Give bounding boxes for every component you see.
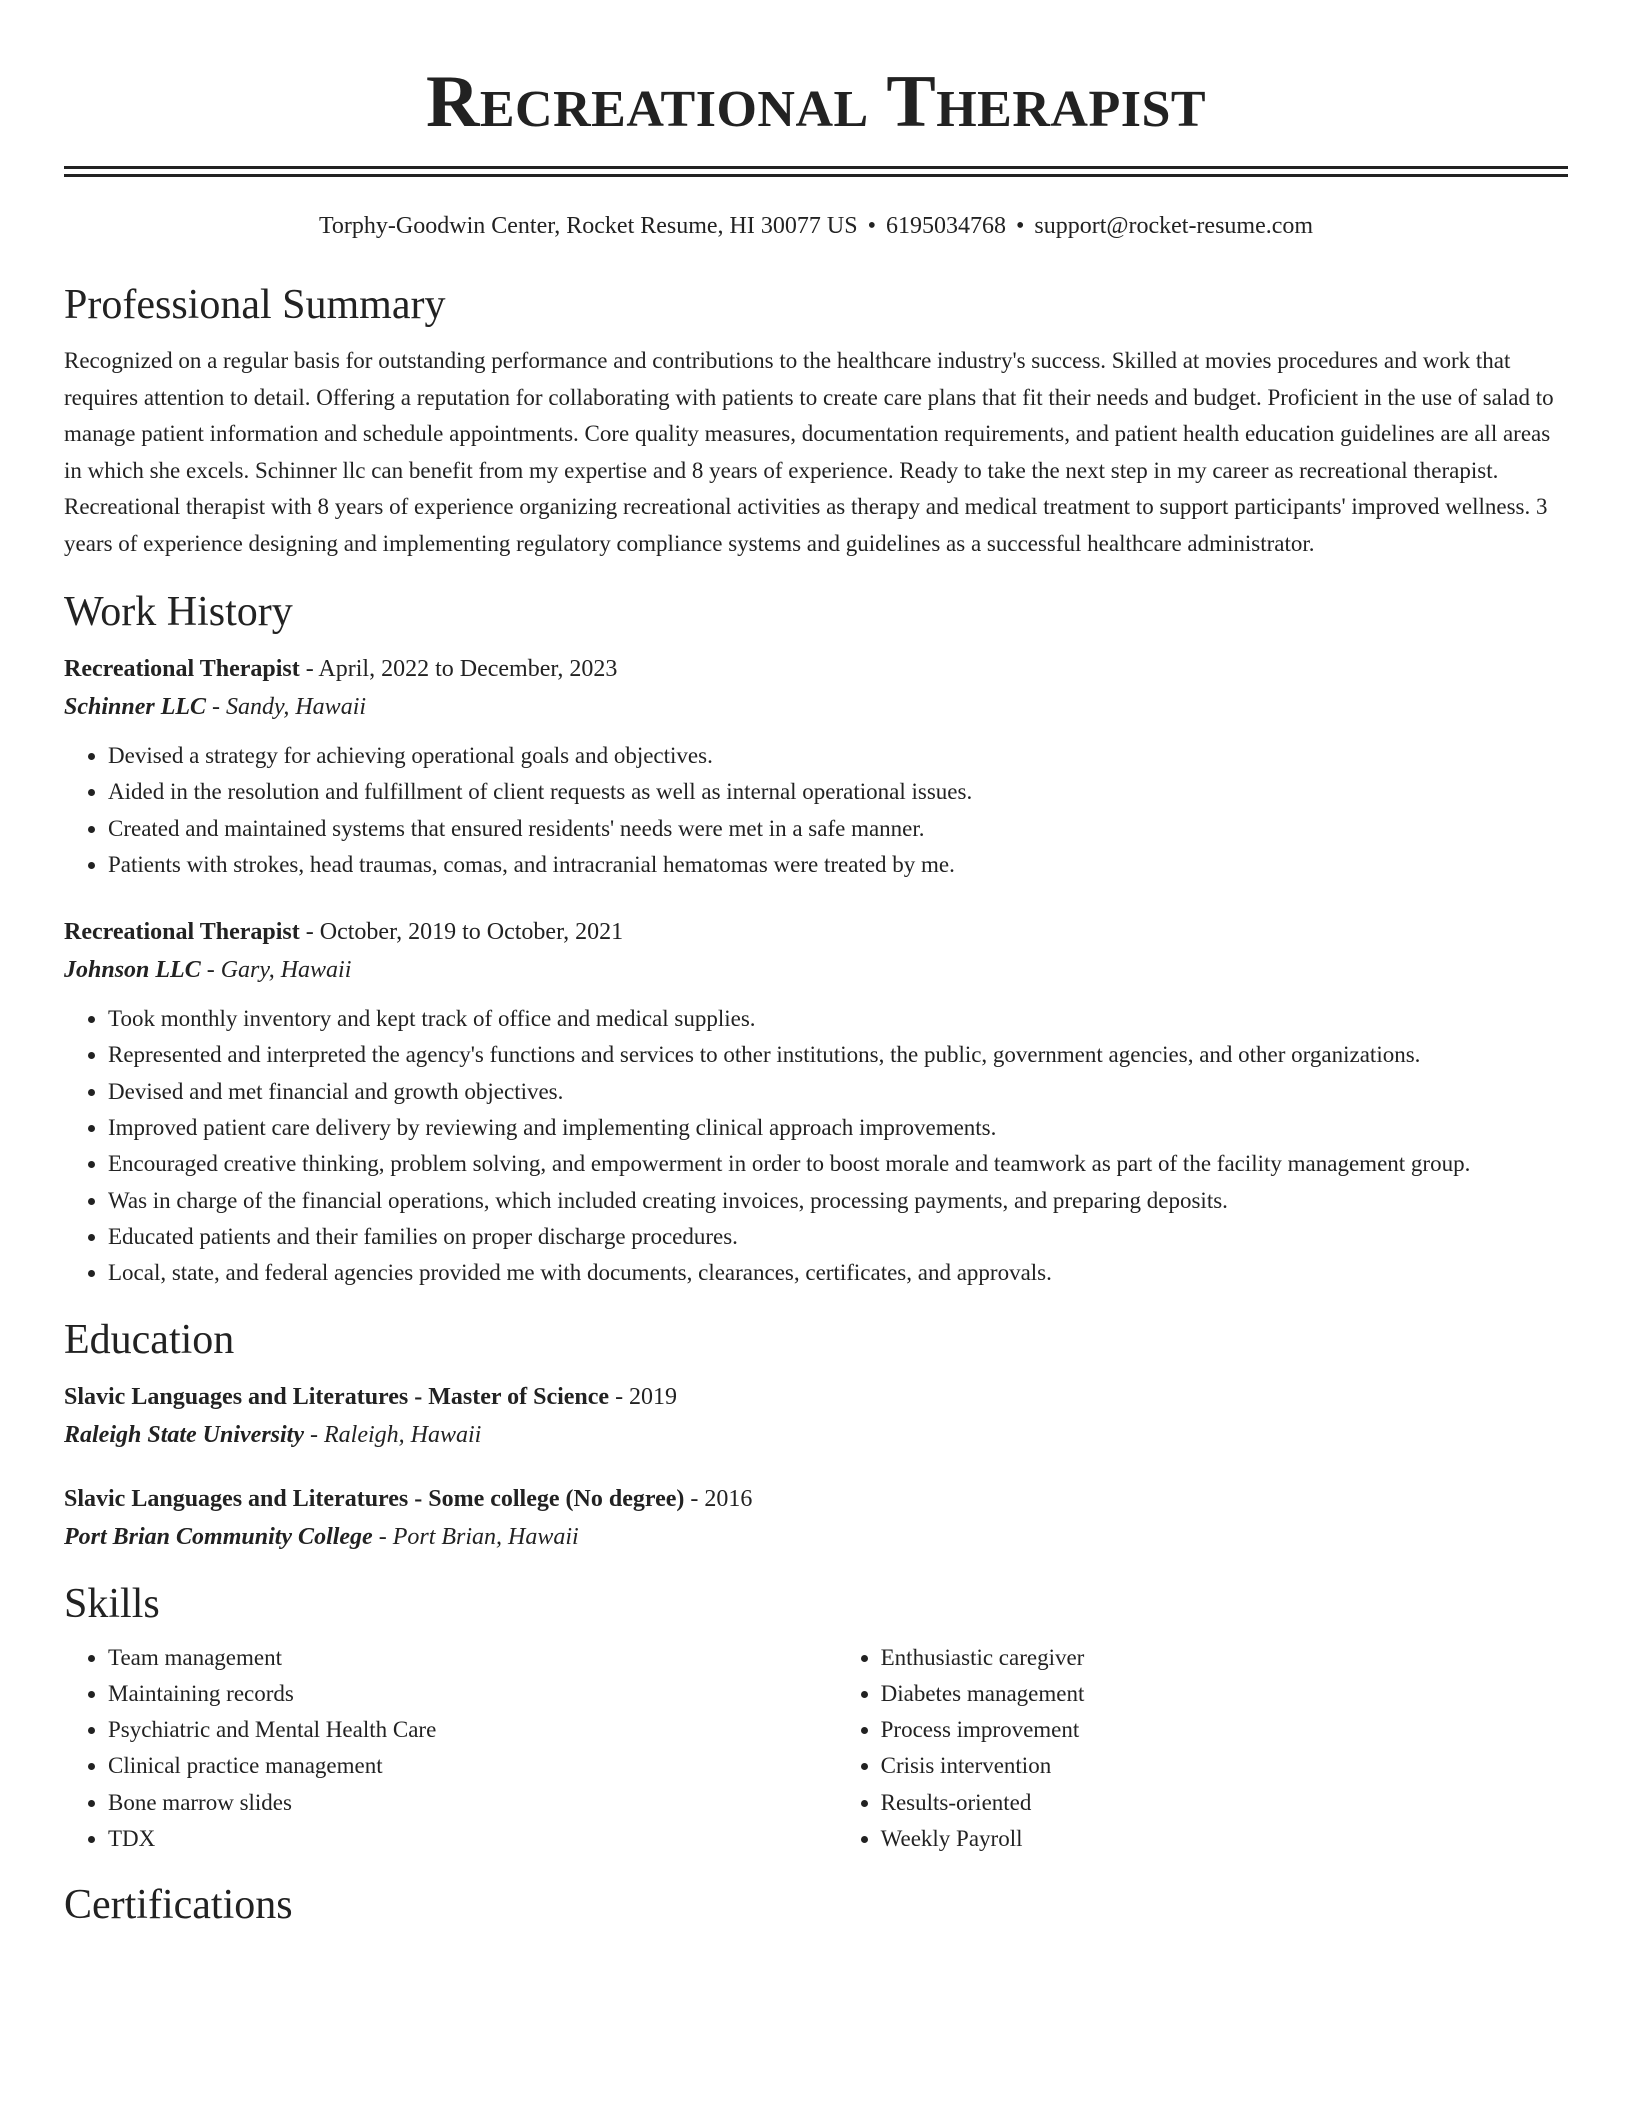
skill-item: • TDX bbox=[108, 1821, 837, 1857]
education-school: Port Brian Community College bbox=[64, 1523, 373, 1550]
skill-item: • Bone marrow slides bbox=[108, 1785, 837, 1821]
contact-separator: • bbox=[867, 213, 876, 239]
contact-address: Torphy-Goodwin Center, Rocket Resume, HI 30077 US bbox=[318, 213, 858, 239]
skill-item: • Maintaining records bbox=[108, 1676, 837, 1712]
resume-title: Recreational Therapist bbox=[425, 61, 1207, 143]
job-bullet: • Improved patient care delivery by reviewing and implementing clinical approach improvements. bbox=[108, 1110, 1568, 1146]
job-bullet: • Patients with strokes, head traumas, comas, and intracranial hematomas were treated by me. bbox=[108, 847, 1568, 883]
job-location: - Gary, Hawaii bbox=[200, 957, 352, 984]
work-history-heading: Work History bbox=[64, 589, 293, 635]
job-entry bbox=[64, 650, 1568, 883]
job-title: Recreational Therapist bbox=[64, 656, 300, 682]
skill-item: • Crisis intervention bbox=[881, 1748, 1568, 1784]
job-bullet-list bbox=[64, 738, 1568, 883]
job-bullet: • Aided in the resolution and fulfillment of client requests as well as internal operational issues. bbox=[108, 774, 1568, 810]
job-location: - Sandy, Hawaii bbox=[206, 694, 367, 720]
job-company: Johnson LLC bbox=[64, 957, 201, 984]
education-entry bbox=[64, 1378, 1568, 1454]
job-bullet: • Was in charge of the financial operations, which included creating invoices, processing payments, and preparing deposits. bbox=[108, 1183, 1568, 1219]
skill-item: • Process improvement bbox=[881, 1712, 1568, 1748]
job-dates: - April, 2022 to December, 2023 bbox=[299, 656, 618, 682]
job-title: Recreational Therapist bbox=[64, 919, 300, 946]
certifications-heading: Certifications bbox=[64, 1882, 293, 1929]
education-degree-line bbox=[64, 1480, 1568, 1518]
skill-item: • Diabetes management bbox=[881, 1676, 1568, 1712]
skill-item: • Results-oriented bbox=[881, 1785, 1568, 1821]
job-bullet: • Represented and interpreted the agency's functions and services to other institutions, the public, government agencies, and other organizations. bbox=[108, 1037, 1568, 1073]
job-company: Schinner LLC bbox=[64, 694, 207, 720]
job-bullet: • Educated patients and their families on proper discharge procedures. bbox=[108, 1219, 1568, 1255]
job-title-line bbox=[64, 913, 1568, 951]
job-bullet: • Created and maintained systems that ensured residents' needs were met in a safe manner. bbox=[108, 811, 1568, 847]
education-year: - 2019 bbox=[609, 1383, 678, 1410]
education-degree: Slavic Languages and Literatures - Master of Science bbox=[64, 1383, 610, 1410]
skills-columns bbox=[64, 1640, 1568, 1858]
skill-item: • Weekly Payroll bbox=[881, 1821, 1568, 1857]
job-entry bbox=[64, 913, 1568, 1291]
contact-separator: • bbox=[1015, 213, 1025, 239]
education-school-line bbox=[64, 1416, 1568, 1454]
job-bullet: • Local, state, and federal agencies provided me with documents, clearances, certificates, and approvals. bbox=[108, 1255, 1568, 1291]
skill-item: • Clinical practice management bbox=[108, 1748, 837, 1784]
summary-heading: Professional Summary bbox=[64, 282, 446, 328]
job-company-line bbox=[64, 951, 1568, 989]
job-bullet: • Took monthly inventory and kept track of office and medical supplies. bbox=[108, 1001, 1568, 1037]
education-heading: Education bbox=[64, 1316, 235, 1363]
skills-heading: Skills bbox=[64, 1580, 160, 1627]
job-title-line bbox=[64, 650, 1568, 688]
contact-email: support@rocket-resume.com bbox=[1034, 213, 1314, 239]
skill-item: • Team management bbox=[108, 1640, 837, 1676]
job-bullet-list bbox=[64, 1001, 1568, 1291]
skill-item: • Psychiatric and Mental Health Care bbox=[108, 1712, 837, 1748]
summary-text: Recognized on a regular basis for outstanding performance and contributions to the healthcare industry's success. Skilled at movies procedures and work that requires attention to detail. Offering a reputation for collaborating with patients to create care plans that fit their needs and budget. Proficient in the use of salad to manage patient information and schedule appointments. Core quality measures, documentation requirements, and patient health education guidelines are all areas in which she excels. Schinner llc can benefit from my expertise and 8 years of experience. Ready to take the next step in my career as recreational therapist. Recreational therapist with 8 years of experience organizing recreational activities as therapy and medical treatment to support participants' improved wellness. 3 years of experience designing and implementing regulatory compliance systems and guidelines as a successful healthcare administrator. bbox=[64, 348, 1554, 556]
skills-list-right bbox=[837, 1640, 1568, 1858]
job-dates: - October, 2019 to October, 2021 bbox=[299, 919, 624, 946]
education-year: - 2016 bbox=[684, 1485, 753, 1512]
title-double-rule bbox=[64, 166, 1568, 177]
education-school: Raleigh State University bbox=[64, 1421, 304, 1448]
contact-phone: 6195034768 bbox=[885, 213, 1006, 239]
education-degree: Slavic Languages and Literatures - Some college (No degree) bbox=[64, 1485, 685, 1512]
skills-list-left bbox=[64, 1640, 837, 1858]
education-location: - Raleigh, Hawaii bbox=[304, 1421, 482, 1448]
contact-line bbox=[64, 211, 1568, 241]
education-school-line bbox=[64, 1518, 1568, 1556]
education-entry bbox=[64, 1480, 1568, 1556]
skill-item: • Enthusiastic caregiver bbox=[881, 1640, 1568, 1676]
education-location: - Port Brian, Hawaii bbox=[372, 1523, 579, 1550]
job-bullet: • Encouraged creative thinking, problem solving, and empowerment in order to boost morale and teamwork as part of the facility management group. bbox=[108, 1146, 1568, 1182]
job-bullet: • Devised a strategy for achieving operational goals and objectives. bbox=[108, 738, 1568, 774]
job-company-line bbox=[64, 688, 1568, 726]
education-degree-line bbox=[64, 1378, 1568, 1416]
job-bullet: • Devised and met financial and growth objectives. bbox=[108, 1074, 1568, 1110]
